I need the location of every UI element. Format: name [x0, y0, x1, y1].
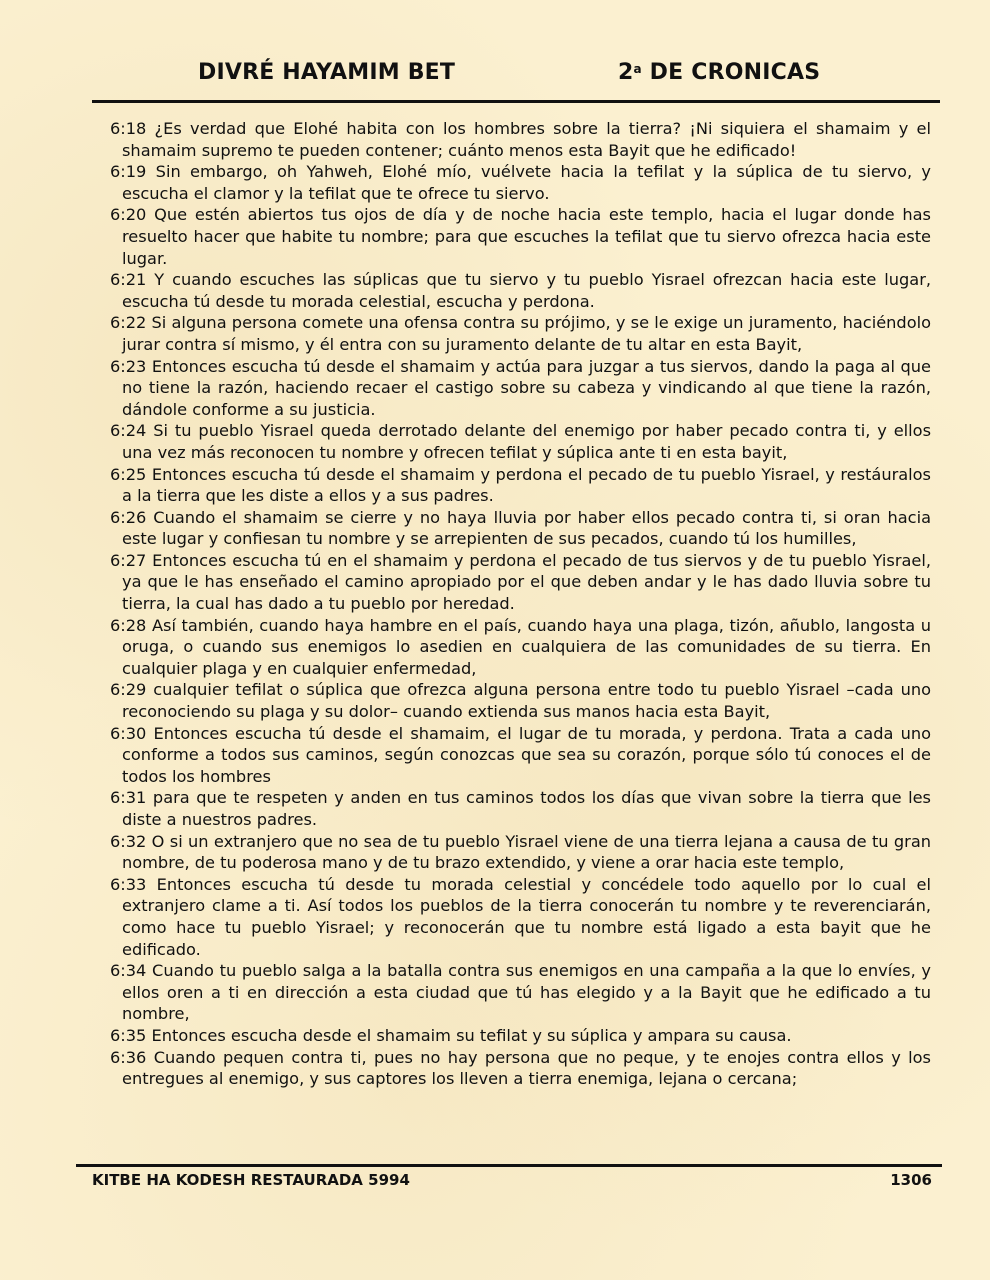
verse-6-36: 6:36 Cuando pequen contra ti, pues no hay persona que no peque, y te enojes contra ellos y los entregues al enemigo, y sus captores los lleven a tierra enemiga, lejana o cercana;	[110, 1047, 931, 1089]
verse-6-27: 6:27 Entonces escucha tú en el shamaim y perdona el pecado de tus siervos y de tu pueblo Yisrael, ya que le has enseñado el camino apropiado por el que deben andar y le has dado lluvia sobre tu tierra, la cual has dado a tu pueblo por heredad.	[110, 550, 931, 614]
footer-divider	[76, 1164, 942, 1167]
verse-6-34: 6:34 Cuando tu pueblo salga a la batalla contra sus enemigos en una campaña a la que lo envíes, y ellos oren a ti en dirección a esta ciudad que tú has elegido y a la Bayit que he edificado a tu nombre,	[110, 961, 931, 1024]
book-subtitle	[618, 60, 820, 85]
footer-title: KITBE HA KODESH RESTAURADA 5994	[92, 1171, 410, 1189]
verse-6-26: 6:26 Cuando el shamaim se cierre y no haya lluvia por haber ellos pecado contra ti, si oran hacia este lugar y confiesan tu nombre y se arrepienten de sus pecados, cuando tú los humilles,	[110, 507, 931, 549]
header-divider	[92, 100, 940, 103]
verse-6-21: 6:21 Y cuando escuches las súplicas que tu siervo y tu pueblo Yisrael ofrezcan hacia este lugar, escucha tú desde tu morada celestial, escucha y perdona.	[110, 270, 931, 311]
verse-6-24: 6:24 Si tu pueblo Yisrael queda derrotado delante del enemigo por haber pecado contra ti, y ellos una vez más reconocen tu nombre y ofrecen tefilat y súplica ante ti en esta bayit,	[110, 421, 931, 462]
verse-6-35: 6:35 Entonces escucha desde el shamaim su tefilat y su súplica y ampara su causa.	[110, 1025, 792, 1045]
verse-6-33: 6:33 Entonces escucha tú desde tu morada celestial y concédele todo aquello por lo cual el extranjero clame a ti. Así todos los pueblos de la tierra conocerán tu nombre y te reverenciarán, como hace tu pueblo Yisrael; y reconocerán que tu nombre está ligado a esta bayit que he edificado.	[110, 874, 931, 959]
verse-6-28: 6:28 Así también, cuando haya hambre en el país, cuando haya una plaga, tizón, añublo, langosta u oruga, o cuando sus enemigos lo asedien en cualquiera de las comunidades de su tierra. En cualquier plaga y en cualquier enfermedad,	[110, 615, 931, 678]
book-title: DIVRÉ HAYAMIM BET	[198, 60, 456, 85]
verse-6-20: 6:20 Que estén abiertos tus ojos de día y de noche hacia este templo, hacia el lugar donde has resuelto hacer que habite tu nombre; para que escuches la tefilat que tu siervo ofrezca hacia este lugar.	[110, 205, 931, 268]
verse-6-22: 6:22 Si alguna persona comete una ofensa contra su prójimo, y se le exige un juramento, haciéndolo jurar contra sí mismo, y él entra con su juramento delante de tu altar en esta Bayit,	[110, 313, 931, 354]
verse-6-18: 6:18 ¿Es verdad que Elohé habita con los hombres sobre la tierra? ¡Ni siquiera el shamaim y el shamaim supremo te pueden contener; cuánto menos esta Bayit que he edificado!	[110, 119, 931, 160]
verse-6-30: 6:30 Entonces escucha tú desde el shamaim, el lugar de tu morada, y perdona. Trata a cada uno conforme a todos sus caminos, según conozcas que sea su corazón, porque sólo tú conoces el de todos los hombres	[110, 723, 931, 786]
book-subtitle-text: DE CRONICAS	[641, 60, 821, 85]
verse-6-19: 6:19 Sin embargo, oh Yahweh, Elohé mío, vuélvete hacia la tefilat y la súplica de tu siervo, y escucha el clamor y la tefilat que te ofrece tu siervo.	[110, 162, 931, 203]
verse-6-25: 6:25 Entonces escucha tú desde el shamaim y perdona el pecado de tu pueblo Yisrael, y restáuralos a la tierra que les diste a ellos y a sus padres.	[110, 464, 931, 506]
verse-6-23: 6:23 Entonces escucha tú desde el shamaim y actúa para juzgar a tus siervos, dando la paga al que no tiene la razón, haciendo recaer el castigo sobre su cabeza y vindicando al que tiene la razón, dándole conforme a su justicia.	[110, 356, 931, 419]
book-subtitle-ordinal: a	[633, 62, 642, 76]
page-header	[92, 60, 940, 94]
book-subtitle-number: 2	[618, 60, 634, 85]
verse-list	[110, 118, 931, 1090]
verse-6-31: 6:31 para que te respeten y anden en tus caminos todos los días que vivan sobre la tierra que les diste a nuestros padres.	[110, 788, 931, 829]
verse-6-29: 6:29 cualquier tefilat o súplica que ofrezca alguna persona entre todo tu pueblo Yisrael –cada uno reconociendo su plaga y su dolor– cuando extienda sus manos hacia esta Bayit,	[110, 680, 931, 722]
page-number: 1306	[890, 1171, 932, 1189]
verse-6-32: 6:32 O si un extranjero que no sea de tu pueblo Yisrael viene de una tierra lejana a causa de tu gran nombre, de tu poderosa mano y de tu brazo extendido, y viene a orar hacia este templo,	[110, 831, 931, 873]
